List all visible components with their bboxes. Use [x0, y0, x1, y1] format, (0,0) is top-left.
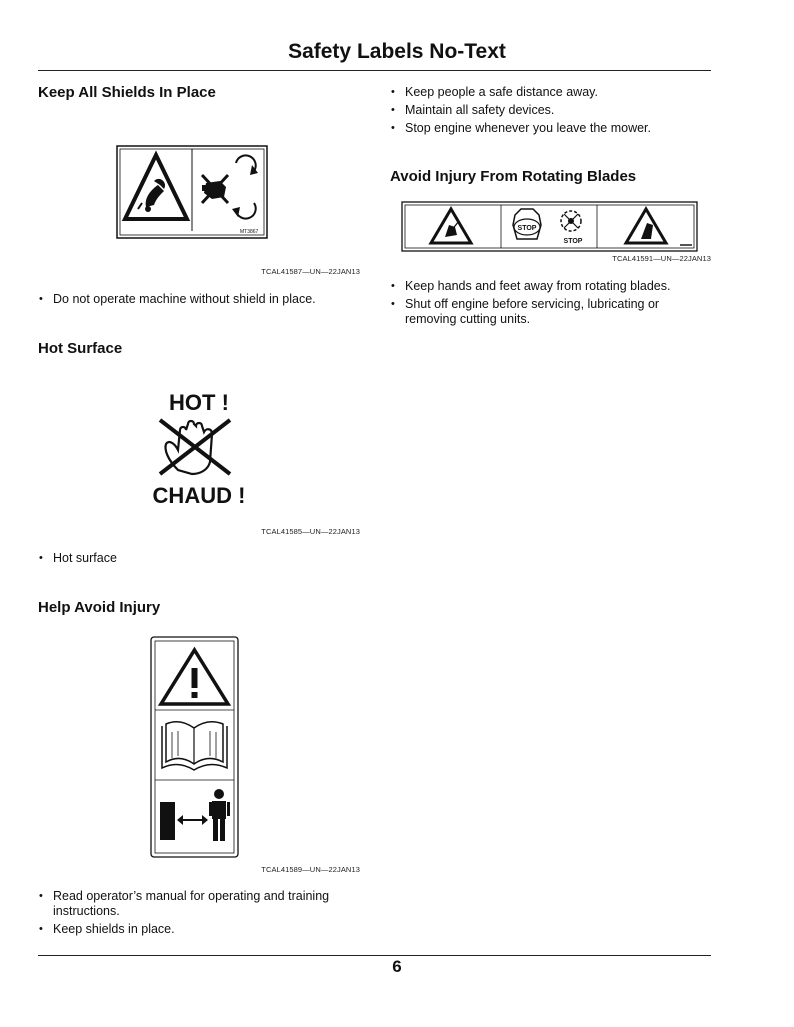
header-rule [38, 70, 711, 71]
section-heading-injury: Help Avoid Injury [38, 599, 161, 616]
hot-label-text: HOT ! [169, 390, 229, 415]
caption-blades: TCAL41591—UN—22JAN13 [612, 254, 711, 263]
chaud-label-text: CHAUD ! [152, 483, 246, 508]
bullet-item: • Shut off engine before servicing, lubricating or removing cutting units. [390, 297, 710, 327]
bullet-item: • Maintain all safety devices. [390, 103, 710, 118]
bullet-list-shields [38, 292, 368, 310]
caption-injury: TCAL41589—UN—22JAN13 [261, 865, 360, 874]
page-title: Safety Labels No-Text [288, 40, 506, 63]
blades-safety-label [401, 201, 698, 252]
bullet-item: • Keep shields in place. [38, 922, 368, 937]
bullet-item: • Read operator’s manual for operating and training instructions. [38, 889, 368, 919]
caption-hot: TCAL41585—UN—22JAN13 [261, 527, 360, 536]
label-code: MT3867 [240, 229, 259, 235]
section-heading-blades: Avoid Injury From Rotating Blades [390, 168, 637, 185]
stop-text-engine: STOP [517, 225, 537, 232]
footer-rule [38, 955, 711, 956]
bullet-list-injury [38, 889, 368, 940]
caption-shields: TCAL41587—UN—22JAN13 [261, 267, 360, 276]
stop-text-blade: STOP [563, 238, 583, 245]
bullet-item: • Keep people a safe distance away. [390, 85, 710, 100]
bullet-item: • Do not operate machine without shield in place. [38, 292, 368, 307]
bullet-item: • Hot surface [38, 551, 368, 566]
crossed-hand-icon [160, 420, 230, 474]
bullet-item: • Keep hands and feet away from rotating blades. [390, 279, 710, 294]
shield-safety-label [116, 145, 268, 239]
bullet-item: • Stop engine whenever you leave the mower. [390, 121, 710, 136]
bullet-list-hot [38, 551, 368, 569]
page-number: 6 [392, 957, 402, 976]
section-heading-hot: Hot Surface [38, 340, 123, 357]
hot-surface-label [146, 388, 252, 510]
bullet-list-right-top [390, 85, 710, 139]
bullet-list-blades [390, 279, 710, 330]
section-heading-shields: Keep All Shields In Place [38, 84, 216, 101]
injury-safety-label [150, 636, 239, 858]
